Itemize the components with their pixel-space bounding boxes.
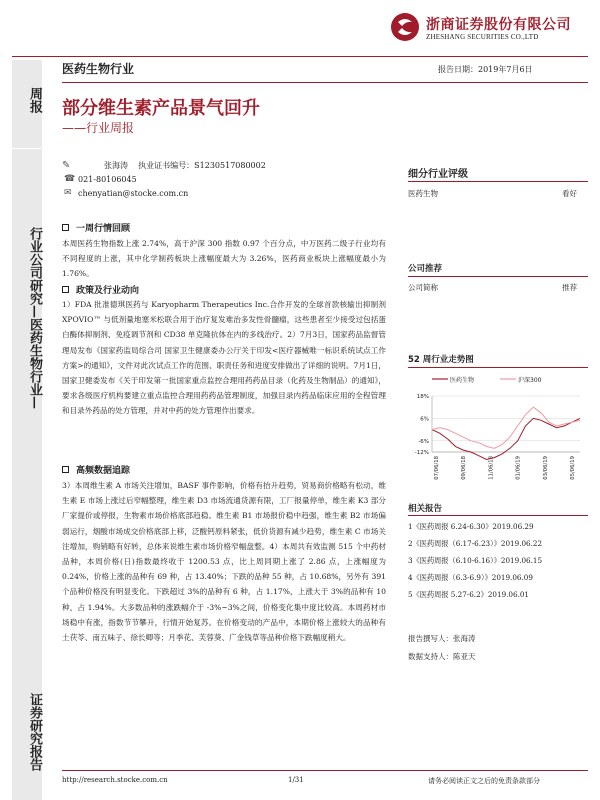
- company-logo: [390, 12, 420, 42]
- x-tick-label: 05/06/19: [570, 456, 576, 480]
- series-line-pharma: [432, 418, 580, 459]
- title-rule: [62, 82, 588, 83]
- phone-icon: ☎: [64, 174, 76, 184]
- related-rule: [408, 515, 588, 516]
- trend-chart-title: 52 周行业走势图: [408, 355, 474, 365]
- x-tick-label: 09/06/18: [461, 456, 468, 480]
- sidebar-report-type: 证券研究报告: [27, 693, 42, 771]
- rating-sector: 医药生物: [408, 189, 438, 198]
- section-text-market: 本周医药生物指数上涨 2.74%，高于沪深 300 指数 0.97 个百分点，中万医药二级子行业均有不同程度的上涨，其中化学制药板块上涨幅度最大为 3.26%，医药商业板块上涨幅度最小为 1.76%。: [62, 239, 386, 279]
- y-tick-label: 18%: [416, 394, 429, 400]
- left-sidebar: [12, 60, 42, 800]
- x-tick-label: 07/06/18: [434, 456, 440, 480]
- author-contact: 报告撰写人：张海涛: [408, 634, 476, 643]
- related-report-link[interactable]: 1《医药周报 6.24-6.30》2019.06.29: [408, 522, 534, 531]
- header-rule: [12, 56, 588, 57]
- x-tick-label: 11/06/18: [488, 456, 495, 480]
- section-heading-market: 一周行情回顾: [62, 221, 130, 234]
- side-tag: 周报: [27, 87, 42, 113]
- section-heading-data: 高频数据追踪: [62, 463, 130, 476]
- footer-rule: [62, 770, 588, 771]
- sidebar-category-label: 行业公司研究—医药生物行业—: [27, 227, 42, 409]
- related-report-link[interactable]: 4《医药周报（6.3-6.9）》2019.06.09: [408, 573, 533, 582]
- related-report-link[interactable]: 2《医药周报（6.17-6.23）》2019.06.22: [408, 539, 543, 548]
- footer-disclaimer: 请务必阅读正文之后的免责条款部分: [428, 777, 540, 785]
- x-tick-label: 01/06/19: [515, 456, 522, 480]
- recommend-rule: [408, 276, 588, 277]
- y-tick-label: -12%: [414, 450, 429, 456]
- bullet-box-icon: [62, 224, 69, 231]
- recommend-company: 公司简称: [408, 283, 438, 292]
- related-list: [408, 518, 542, 603]
- section-text-data: 3）本周维生素 A 市场关注增加，BASF 事件影响，价格有抬升趋势，贸易商价格略有松动，维生素 E 市场上涨过后窄幅整理，维生素 D3 市场流通货源有限，工厂报量停单，维生素 K3 部分厂家提价或停报，生物素市场价格底部趋稳。维生素 B1 市场报价稳中趋强，维生素 B2 市场偏弱运行，烟酸市场成交价格底部上移，泛酸钙原料紧张，低价货源有减少趋势，维生素 C 市场关注增加，购销略有好转，总体来说维生素市场价格窄幅盘整。4）本周共有效监测 515 个中药材品种，本周价格(日)指数最终收于 1200.53 点，比上周同期上涨了 2.86 点，上涨幅度为 0.24%，价格上涨的品种有 69 种，占 13.40%；下跌的品种 55 种，占 10.68%，另外有 391 个品种价格没有明显变化。下跌超过 3%的品种有 6 种，占 1.17%，上涨大于 3%的品种有 10 种，占 1.94%。大多数品种的涨跌幅介于 -3%~3%之间，价格变化集中度比较高。本周药材市场稳中有涨，指数节节攀升，行情开始复苏。在价格变动的产品中，本期价格上涨较大的品种有土茯苓、南五味子、徐长卿等；月季花、芙蓉葵、广金钱草等品种价格下跌幅度稍大。: [62, 481, 386, 643]
- y-tick-label: 6%: [420, 416, 429, 423]
- y-tick-label: -6%: [418, 438, 429, 445]
- page-title: 部分维生素产品景气回升: [62, 98, 260, 119]
- section-heading-policy: 政策及行业动向: [62, 283, 139, 296]
- rating-title: 细分行业评级: [408, 169, 468, 180]
- company-name-en: ZHESHANG SECURITIES CO.,LTD: [426, 33, 539, 41]
- page-subtitle: ——行业周报: [62, 121, 135, 135]
- bullet-box-icon: [62, 286, 69, 293]
- company-name-cn: 浙商证券股份有限公司: [426, 17, 571, 33]
- footer-url[interactable]: http://research.stocke.com.cn: [62, 776, 168, 784]
- data-contact: 数据支持人：陈亚天: [408, 652, 476, 661]
- trend-chart-rule: [408, 367, 588, 368]
- analyst-phone: 021-80106045: [78, 175, 137, 184]
- recommend-title: 公司推荐: [408, 264, 443, 274]
- legend-label-a: 医药生物: [450, 377, 475, 384]
- related-report-link[interactable]: 3《医药周报（6.10-6.16）》2019.06.15: [408, 556, 543, 565]
- rating-value: 看好: [562, 189, 577, 198]
- analyst-name: 张海涛 执业证书编号：S1230517080002: [104, 161, 266, 170]
- analyst-icon: ✎: [62, 160, 71, 171]
- email-icon: ✉: [64, 188, 72, 198]
- trend-chart: [404, 370, 588, 480]
- bullet-box-icon: [62, 466, 69, 473]
- analyst-email[interactable]: chenyatian@stocke.com.cn: [78, 189, 189, 198]
- related-report-link[interactable]: 5《医药周报 5.27-6.2》2019.06.01: [408, 590, 529, 599]
- rating-rule: [408, 181, 588, 182]
- section-text-policy: 1）FDA 批准德琪医药与 Karyopharm Therapeutics Inc.合作开发的全球首款核输出抑制剂 XPOVIO™ 与低剂量地塞米松联合用于治疗复发难治多发性骨髓瘤，这些患者至少接受过包括蛋白酶体抑制剂、免疫调节剂和 CD38 单克隆抗体在内的多线治疗。2）7月3日，国家药品监督管理局发布《国家药监局综合司 国家卫生健康委办公厅关于印发<医疗器械唯一标识系统试点工作方案>的通知》，文件对此次试点工作的范围、职责任务和进度安排做出了详细的说明。7月1日，国家卫健委发布《关于印发第一批国家重点监控合理用药药品目录（化药及生物制品）的通知》，要求各级医疗机构要建立重点监控合理用药药品管理制度，加强目录内药品临床应用的全程管理和目录外药品的处方管理，并对中药的处方管理作出要求。: [62, 300, 386, 416]
- related-title: 相关报告: [408, 504, 443, 514]
- industry-label: 医药生物行业: [62, 62, 135, 76]
- page-number: 1/31: [288, 776, 304, 784]
- legend-label-b: 沪深300: [518, 377, 542, 384]
- recommend-value: 推荐: [562, 283, 577, 292]
- x-tick-label: 03/06/19: [542, 456, 549, 480]
- report-date: 报告日期：2019年7月6日: [438, 65, 533, 74]
- sidebar-divider: [12, 148, 42, 149]
